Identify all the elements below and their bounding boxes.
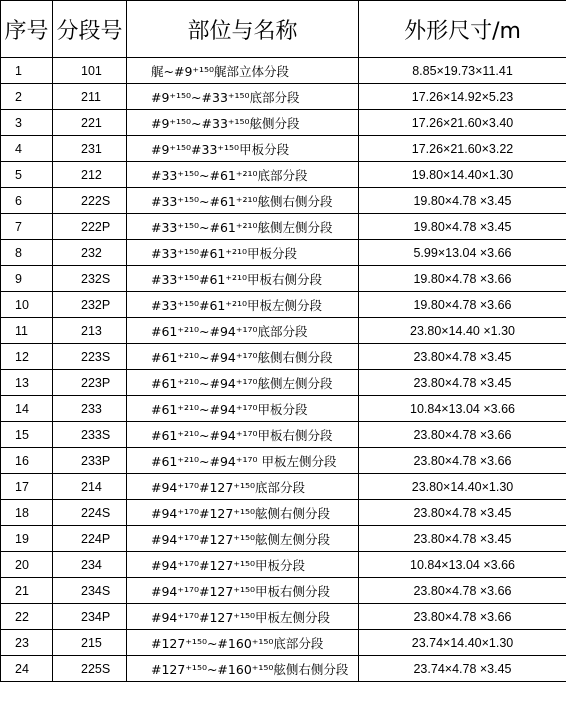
cell-size: 19.80×14.40×1.30 <box>359 162 566 188</box>
cell-name: #33⁺¹⁵⁰~#61⁺²¹⁰底部分段 <box>127 162 359 188</box>
cell-name: #94⁺¹⁷⁰#127⁺¹⁵⁰舷侧右侧分段 <box>127 500 359 526</box>
table-row <box>1 136 566 162</box>
table-row <box>1 526 566 552</box>
cell-segment: 232 <box>53 240 127 266</box>
cell-size: 23.80×4.78 ×3.66 <box>359 448 566 474</box>
cell-size: 23.80×4.78 ×3.66 <box>359 422 566 448</box>
cell-segment: 212 <box>53 162 127 188</box>
table-row <box>1 656 566 682</box>
cell-name: #61⁺²¹⁰~#94⁺¹⁷⁰甲板分段 <box>127 396 359 422</box>
cell-size: 23.80×14.40 ×1.30 <box>359 318 566 344</box>
table-row <box>1 630 566 656</box>
cell-index: 22 <box>1 604 53 630</box>
cell-name: #61⁺²¹⁰~#94⁺¹⁷⁰舷侧左侧分段 <box>127 370 359 396</box>
table-row <box>1 604 566 630</box>
table-row <box>1 500 566 526</box>
cell-name: #9⁺¹⁵⁰#33⁺¹⁵⁰甲板分段 <box>127 136 359 162</box>
cell-name: #33⁺¹⁵⁰~#61⁺²¹⁰舷侧右侧分段 <box>127 188 359 214</box>
cell-segment: 231 <box>53 136 127 162</box>
cell-name: #61⁺²¹⁰~#94⁺¹⁷⁰底部分段 <box>127 318 359 344</box>
cell-index: 21 <box>1 578 53 604</box>
table-row <box>1 110 566 136</box>
cell-size: 23.80×4.78 ×3.45 <box>359 370 566 396</box>
cell-index: 23 <box>1 630 53 656</box>
cell-name: #94⁺¹⁷⁰#127⁺¹⁵⁰甲板右侧分段 <box>127 578 359 604</box>
table-row <box>1 58 566 84</box>
table-row <box>1 578 566 604</box>
cell-name: #33⁺¹⁵⁰#61⁺²¹⁰甲板左侧分段 <box>127 292 359 318</box>
cell-index: 10 <box>1 292 53 318</box>
table-row <box>1 552 566 578</box>
cell-index: 8 <box>1 240 53 266</box>
table-row <box>1 370 566 396</box>
cell-index: 19 <box>1 526 53 552</box>
cell-size: 23.74×14.40×1.30 <box>359 630 566 656</box>
table-row <box>1 474 566 500</box>
cell-index: 7 <box>1 214 53 240</box>
cell-index: 2 <box>1 84 53 110</box>
cell-segment: 222P <box>53 214 127 240</box>
cell-segment: 221 <box>53 110 127 136</box>
cell-size: 23.80×14.40×1.30 <box>359 474 566 500</box>
cell-name: #127⁺¹⁵⁰~#160⁺¹⁵⁰底部分段 <box>127 630 359 656</box>
table-row <box>1 422 566 448</box>
cell-size: 23.80×4.78 ×3.66 <box>359 578 566 604</box>
table-row <box>1 344 566 370</box>
table-row <box>1 448 566 474</box>
cell-name: #127⁺¹⁵⁰~#160⁺¹⁵⁰舷侧右侧分段 <box>127 656 359 682</box>
cell-segment: 233 <box>53 396 127 422</box>
cell-size: 10.84×13.04 ×3.66 <box>359 552 566 578</box>
table-row <box>1 188 566 214</box>
cell-size: 17.26×21.60×3.22 <box>359 136 566 162</box>
cell-segment: 233S <box>53 422 127 448</box>
cell-segment: 223S <box>53 344 127 370</box>
cell-segment: 232S <box>53 266 127 292</box>
table-row <box>1 318 566 344</box>
cell-index: 15 <box>1 422 53 448</box>
cell-index: 6 <box>1 188 53 214</box>
header-cell-index: 序号 <box>1 1 53 58</box>
header-cell-segment: 分段号 <box>53 1 127 58</box>
cell-index: 16 <box>1 448 53 474</box>
cell-size: 23.80×4.78 ×3.66 <box>359 604 566 630</box>
header-cell-name: 部位与名称 <box>127 1 359 58</box>
cell-name: #94⁺¹⁷⁰#127⁺¹⁵⁰舷侧左侧分段 <box>127 526 359 552</box>
cell-segment: 224S <box>53 500 127 526</box>
cell-name: #33⁺¹⁵⁰#61⁺²¹⁰甲板分段 <box>127 240 359 266</box>
cell-segment: 232P <box>53 292 127 318</box>
cell-index: 3 <box>1 110 53 136</box>
cell-name: #94⁺¹⁷⁰#127⁺¹⁵⁰甲板分段 <box>127 552 359 578</box>
cell-name: #94⁺¹⁷⁰#127⁺¹⁵⁰甲板左侧分段 <box>127 604 359 630</box>
cell-index: 9 <box>1 266 53 292</box>
cell-segment: 213 <box>53 318 127 344</box>
table-row <box>1 214 566 240</box>
cell-index: 18 <box>1 500 53 526</box>
cell-segment: 234P <box>53 604 127 630</box>
cell-name: #94⁺¹⁷⁰#127⁺¹⁵⁰底部分段 <box>127 474 359 500</box>
cell-segment: 223P <box>53 370 127 396</box>
table-row <box>1 266 566 292</box>
cell-size: 19.80×4.78 ×3.45 <box>359 188 566 214</box>
cell-name: 艉~#9⁺¹⁵⁰艉部立体分段 <box>127 58 359 84</box>
cell-size: 5.99×13.04 ×3.66 <box>359 240 566 266</box>
cell-segment: 224P <box>53 526 127 552</box>
cell-index: 24 <box>1 656 53 682</box>
table-row <box>1 84 566 110</box>
cell-index: 14 <box>1 396 53 422</box>
table-row <box>1 162 566 188</box>
header-cell-size: 外形尺寸/m <box>359 1 566 58</box>
cell-size: 23.80×4.78 ×3.45 <box>359 500 566 526</box>
cell-index: 4 <box>1 136 53 162</box>
cell-size: 8.85×19.73×11.41 <box>359 58 566 84</box>
cell-segment: 225S <box>53 656 127 682</box>
cell-name: #9⁺¹⁵⁰~#33⁺¹⁵⁰底部分段 <box>127 84 359 110</box>
cell-segment: 234 <box>53 552 127 578</box>
cell-segment: 222S <box>53 188 127 214</box>
cell-index: 20 <box>1 552 53 578</box>
cell-index: 1 <box>1 58 53 84</box>
cell-size: 23.80×4.78 ×3.45 <box>359 344 566 370</box>
cell-index: 13 <box>1 370 53 396</box>
cell-index: 17 <box>1 474 53 500</box>
cell-segment: 211 <box>53 84 127 110</box>
cell-index: 11 <box>1 318 53 344</box>
cell-size: 23.80×4.78 ×3.45 <box>359 526 566 552</box>
cell-name: #61⁺²¹⁰~#94⁺¹⁷⁰ 甲板左侧分段 <box>127 448 359 474</box>
cell-name: #9⁺¹⁵⁰~#33⁺¹⁵⁰舷侧分段 <box>127 110 359 136</box>
cell-size: 17.26×14.92×5.23 <box>359 84 566 110</box>
cell-size: 17.26×21.60×3.40 <box>359 110 566 136</box>
cell-segment: 233P <box>53 448 127 474</box>
cell-name: #33⁺¹⁵⁰#61⁺²¹⁰甲板右侧分段 <box>127 266 359 292</box>
header-row <box>1 1 566 58</box>
cell-segment: 215 <box>53 630 127 656</box>
cell-name: #61⁺²¹⁰~#94⁺¹⁷⁰甲板右侧分段 <box>127 422 359 448</box>
cell-segment: 101 <box>53 58 127 84</box>
cell-size: 23.74×4.78 ×3.45 <box>359 656 566 682</box>
cell-segment: 234S <box>53 578 127 604</box>
table-row <box>1 240 566 266</box>
table-row <box>1 396 566 422</box>
cell-size: 10.84×13.04 ×3.66 <box>359 396 566 422</box>
cell-index: 5 <box>1 162 53 188</box>
cell-size: 19.80×4.78 ×3.66 <box>359 292 566 318</box>
cell-segment: 214 <box>53 474 127 500</box>
table-row <box>1 292 566 318</box>
cell-index: 12 <box>1 344 53 370</box>
cell-name: #61⁺²¹⁰~#94⁺¹⁷⁰舷侧右侧分段 <box>127 344 359 370</box>
cell-size: 19.80×4.78 ×3.45 <box>359 214 566 240</box>
cell-name: #33⁺¹⁵⁰~#61⁺²¹⁰舷侧左侧分段 <box>127 214 359 240</box>
cell-size: 19.80×4.78 ×3.66 <box>359 266 566 292</box>
